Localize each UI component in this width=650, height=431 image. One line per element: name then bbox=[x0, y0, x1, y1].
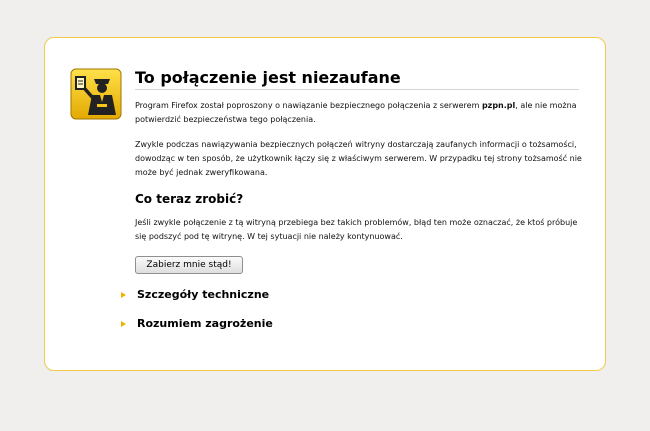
what-to-do-text: Jeśli zwykle połączenie z tą witryną przebiega bez takich problemów, błąd ten może oznaczać, że ktoś próbuje się podszyć pod tę witrynę. W tej sytuacji nie należy kontynuować. bbox=[135, 218, 578, 241]
explanation-text: Zwykle podczas nawiązywania bezpiecznych połączeń witryny dostarczają zaufanych informacji o tożsamości, dowodząc w ten sposób, że użytkownik łączy się z właściwym serwerem. W przypadku tej strony tożsamość nie może być jednak zweryfikowana. bbox=[135, 140, 582, 177]
understand-risks-label: Rozumiem zagrożenie bbox=[137, 317, 273, 330]
understand-risks-expander[interactable] bbox=[121, 316, 273, 332]
intro-text-after: , ale nie można potwierdzić bezpieczeństwa tego połączenia. bbox=[135, 101, 577, 124]
intro-text-before: Program Firefox został poproszony o nawiązanie bezpiecznego połączenia z serwerem bbox=[135, 101, 482, 110]
title-divider bbox=[135, 89, 579, 90]
host-name: pzpn.pl bbox=[481, 101, 516, 110]
page-title: To połączenie jest niezaufane bbox=[135, 68, 401, 87]
error-panel bbox=[44, 37, 606, 371]
what-to-do-heading: Co teraz zrobić? bbox=[135, 192, 244, 206]
technical-details-expander[interactable] bbox=[121, 287, 269, 303]
leave-page-button[interactable]: Zabierz mnie stąd! bbox=[135, 256, 243, 274]
expand-arrow-icon bbox=[121, 321, 126, 327]
technical-details-label: Szczegóły techniczne bbox=[137, 288, 270, 301]
security-officer-icon bbox=[70, 68, 122, 120]
intro-text bbox=[135, 99, 585, 127]
expand-arrow-icon bbox=[121, 292, 126, 298]
